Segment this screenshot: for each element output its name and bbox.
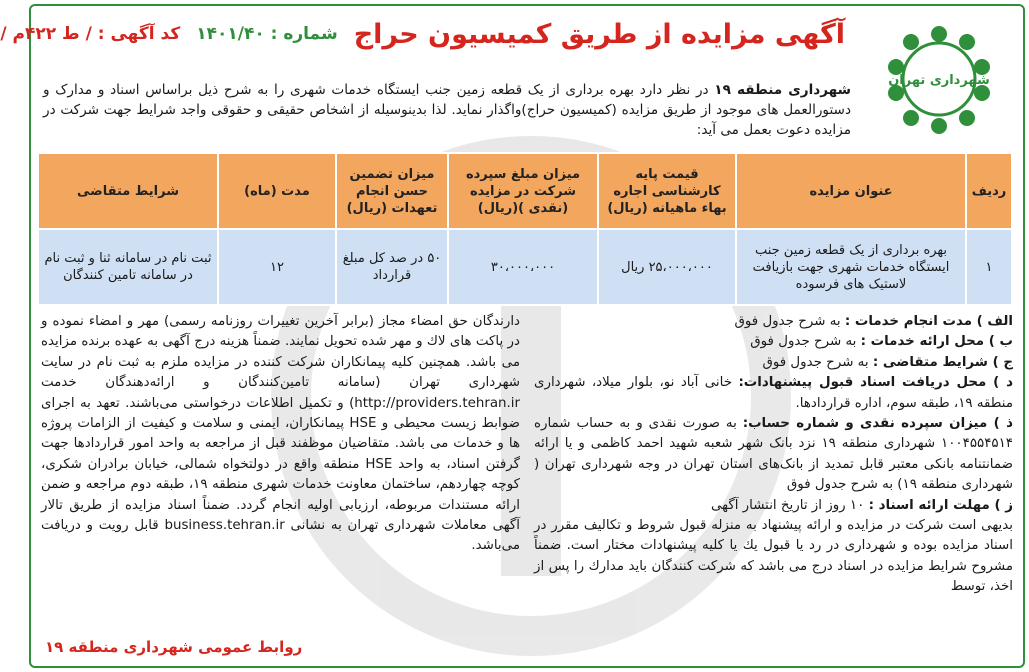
ad-title: آگهی مزایده از طریق کمیسیون حراج xyxy=(353,18,845,50)
clause-a-text: به شرح جدول فوق xyxy=(734,314,845,329)
header-deposit: میزان مبلغ سپرده شرکت در مزایده (نقدی )(ریال) xyxy=(448,153,598,229)
clause-c-label: ج ) شرایط متقاضی : xyxy=(872,354,1013,370)
cell-guarantee: ۵۰ در صد کل مبلغ قرارداد xyxy=(336,229,448,305)
intro-org: شهرداری منطقه ۱۹ xyxy=(714,82,851,98)
tehran-municipality-logo xyxy=(869,22,1009,136)
cell-subject: بهره برداری از یک قطعه زمین جنب ایستگاه خدمات شهری جهت بازیافت لاستیک های فرسوده xyxy=(736,229,966,305)
clause-f xyxy=(534,496,1013,516)
cell-row-no: ۱ xyxy=(966,229,1012,305)
advertisement-frame xyxy=(0,4,1025,668)
table-row xyxy=(38,229,1012,305)
header-guarantee: میزان تضمین حسن انجام تعهدات (ریال) xyxy=(336,153,448,229)
clause-a xyxy=(534,312,1013,332)
intro-text: در نظر دارد بهره برداری از یک قطعه زمین جنب ایستگاه خدمات شهری را به شرح ذیل براساس اسناد و مدارک و دستورالعمل های موجود از طریق مزایده (کمیسیون حراج)واگذار نماید. لذا بدینوسیله از اشخاص حقیقی و حقوقی واجد شرایط جهت شرکت در مزایده دعوت بعمل می آید: xyxy=(43,82,851,138)
cell-duration: ۱۲ xyxy=(218,229,336,305)
clause-d-label: د ) محل دریافت اسناد قبول پیشنهادات: xyxy=(738,375,1013,391)
clause-f-text: ۱۰ روز از تاریخ انتشار آگهی xyxy=(710,497,869,513)
ad-code: کد آگهی : / ط ۴۲۲م / xyxy=(0,24,181,44)
clause-b-label: ب ) محل ارائه خدمات : xyxy=(860,334,1013,350)
left-paragraph xyxy=(41,312,520,557)
left-text-2: ) و تکمیل اطلاعات درخواستی می‌باشند. تعهد به اجرای ضوابط زیست محیطی و HSE پیمانکاران، ایمنی و سلامت و کیفیت از الزامات پروژه ها و خدمات می باشد. متقاضیان موظفند قبل از مراجعه به واحد امور قراردادها جهت گرفتن اسناد، به واحد HSE منطقه واقع در دولتخواه شمالی، خیابان برادران شکری، کوچه چهاردهم، ساختمان معاونت خدمات شهری منطقه ۱۹، طبقه دوم مراجعه و ضمن ارائه مستندات مربوطه، ارزیابی اولیه انجام گردد. ضمناً اسناد مزایده از طریق تالار آگهی معاملات شهرداری تهران به نشانی xyxy=(41,395,521,534)
clause-e-text: به صورت نقدی و به حساب شماره ۱۰۰۴۵۵۴۵۱۴ شهرداری منطقه ۱۹ نزد بانک شهر شعبه شهید احمد کاظمی و یا ارائه ضمانتنامه بانکی معتبر قابل تمدید از بانک‌های استان تهران در وجه شهرداری تهران ( شهرداری منطقه ۱۹) به شرح جدول فوق xyxy=(534,416,1013,493)
clause-d xyxy=(534,373,1013,414)
cell-deposit: ۳۰،۰۰۰،۰۰۰ xyxy=(448,229,598,305)
table-header-row xyxy=(38,153,1012,229)
right-column xyxy=(534,312,1013,642)
clause-a-label: الف ) مدت انجام خدمات : xyxy=(844,314,1013,329)
ad-number: شماره : ۱۴۰۱/۴۰ xyxy=(196,24,338,44)
header-row-no: ردیف xyxy=(966,153,1012,229)
intro-paragraph xyxy=(43,80,851,140)
clause-e-label: ذ ) میزان سپرده نقدی و شماره حساب: xyxy=(742,416,1013,432)
left-column xyxy=(41,312,520,642)
left-text-3: قابل رویت و دریافت می‌باشد. xyxy=(41,518,520,554)
business-link[interactable]: business.tehran.ir xyxy=(164,518,285,534)
clause-d-text: خانی آباد نو، بلوار میلاد، شهرداری منطقه ۱۹، طبقه سوم، اداره قراردادها. xyxy=(534,375,1013,411)
clause-c-text: به شرح جدول فوق xyxy=(762,354,873,370)
header-duration: مدت (ماه) xyxy=(218,153,336,229)
footer-public-relations: روابط عمومی شهرداری منطقه ۱۹ xyxy=(45,638,303,656)
header-subject: عنوان مزایده xyxy=(736,153,966,229)
providers-link[interactable]: http://providers.tehran.ir xyxy=(354,395,520,411)
logo-text: شهرداری تهران xyxy=(888,73,990,88)
clause-g: بدیهی است شرکت در مزایده و ارائه پیشنهاد به منزله قبول شروط و تکالیف مقرر در اسناد مزایده بوده و شهرداری در رد یا قبول یك یا کلیه پیشنهادات مختار است. ضمناً مشروح شرایط مزایده در اسناد درج می باشد که شرکت کنندگان باید مدارك را پس از اخذ، توسط xyxy=(534,518,1013,595)
cell-conditions: ثبت نام در سامانه ثنا و ثبت نام در سامانه تامین کنندگان xyxy=(38,229,218,305)
clause-b-text: به شرح جدول فوق xyxy=(750,334,861,350)
cell-base-price: ۲۵،۰۰۰،۰۰۰ ریال xyxy=(598,229,736,305)
body-columns xyxy=(41,312,1013,642)
auction-table xyxy=(37,152,1013,306)
header-conditions: شرایط متقاضی xyxy=(38,153,218,229)
clause-b xyxy=(534,332,1013,352)
clause-e xyxy=(534,414,1013,496)
header xyxy=(0,12,845,56)
clause-c xyxy=(534,353,1013,373)
clause-f-label: ز ) مهلت ارائه اسناد : xyxy=(868,497,1013,513)
left-text-1: دارندگان حق امضاء مجاز (برابر آخرین تغییرات روزنامه رسمی) مهر و امضاء نموده و در پاکت های لاك و مهر شده تحویل نمایند. ضمناً هزینه درج آگهی به عهده برنده مزایده می باشد. همچنین کلیه پیمانکاران شرکت کننده در مزایده ملزم به ثبت نام در سایت شهرداری تهران (سامانه تامین‌کنندگان و ارائه‌دهندگان خدمت xyxy=(41,314,520,391)
header-base-price: قیمت پایه کارشناسی اجاره بهاء ماهیانه (ریال) xyxy=(598,153,736,229)
